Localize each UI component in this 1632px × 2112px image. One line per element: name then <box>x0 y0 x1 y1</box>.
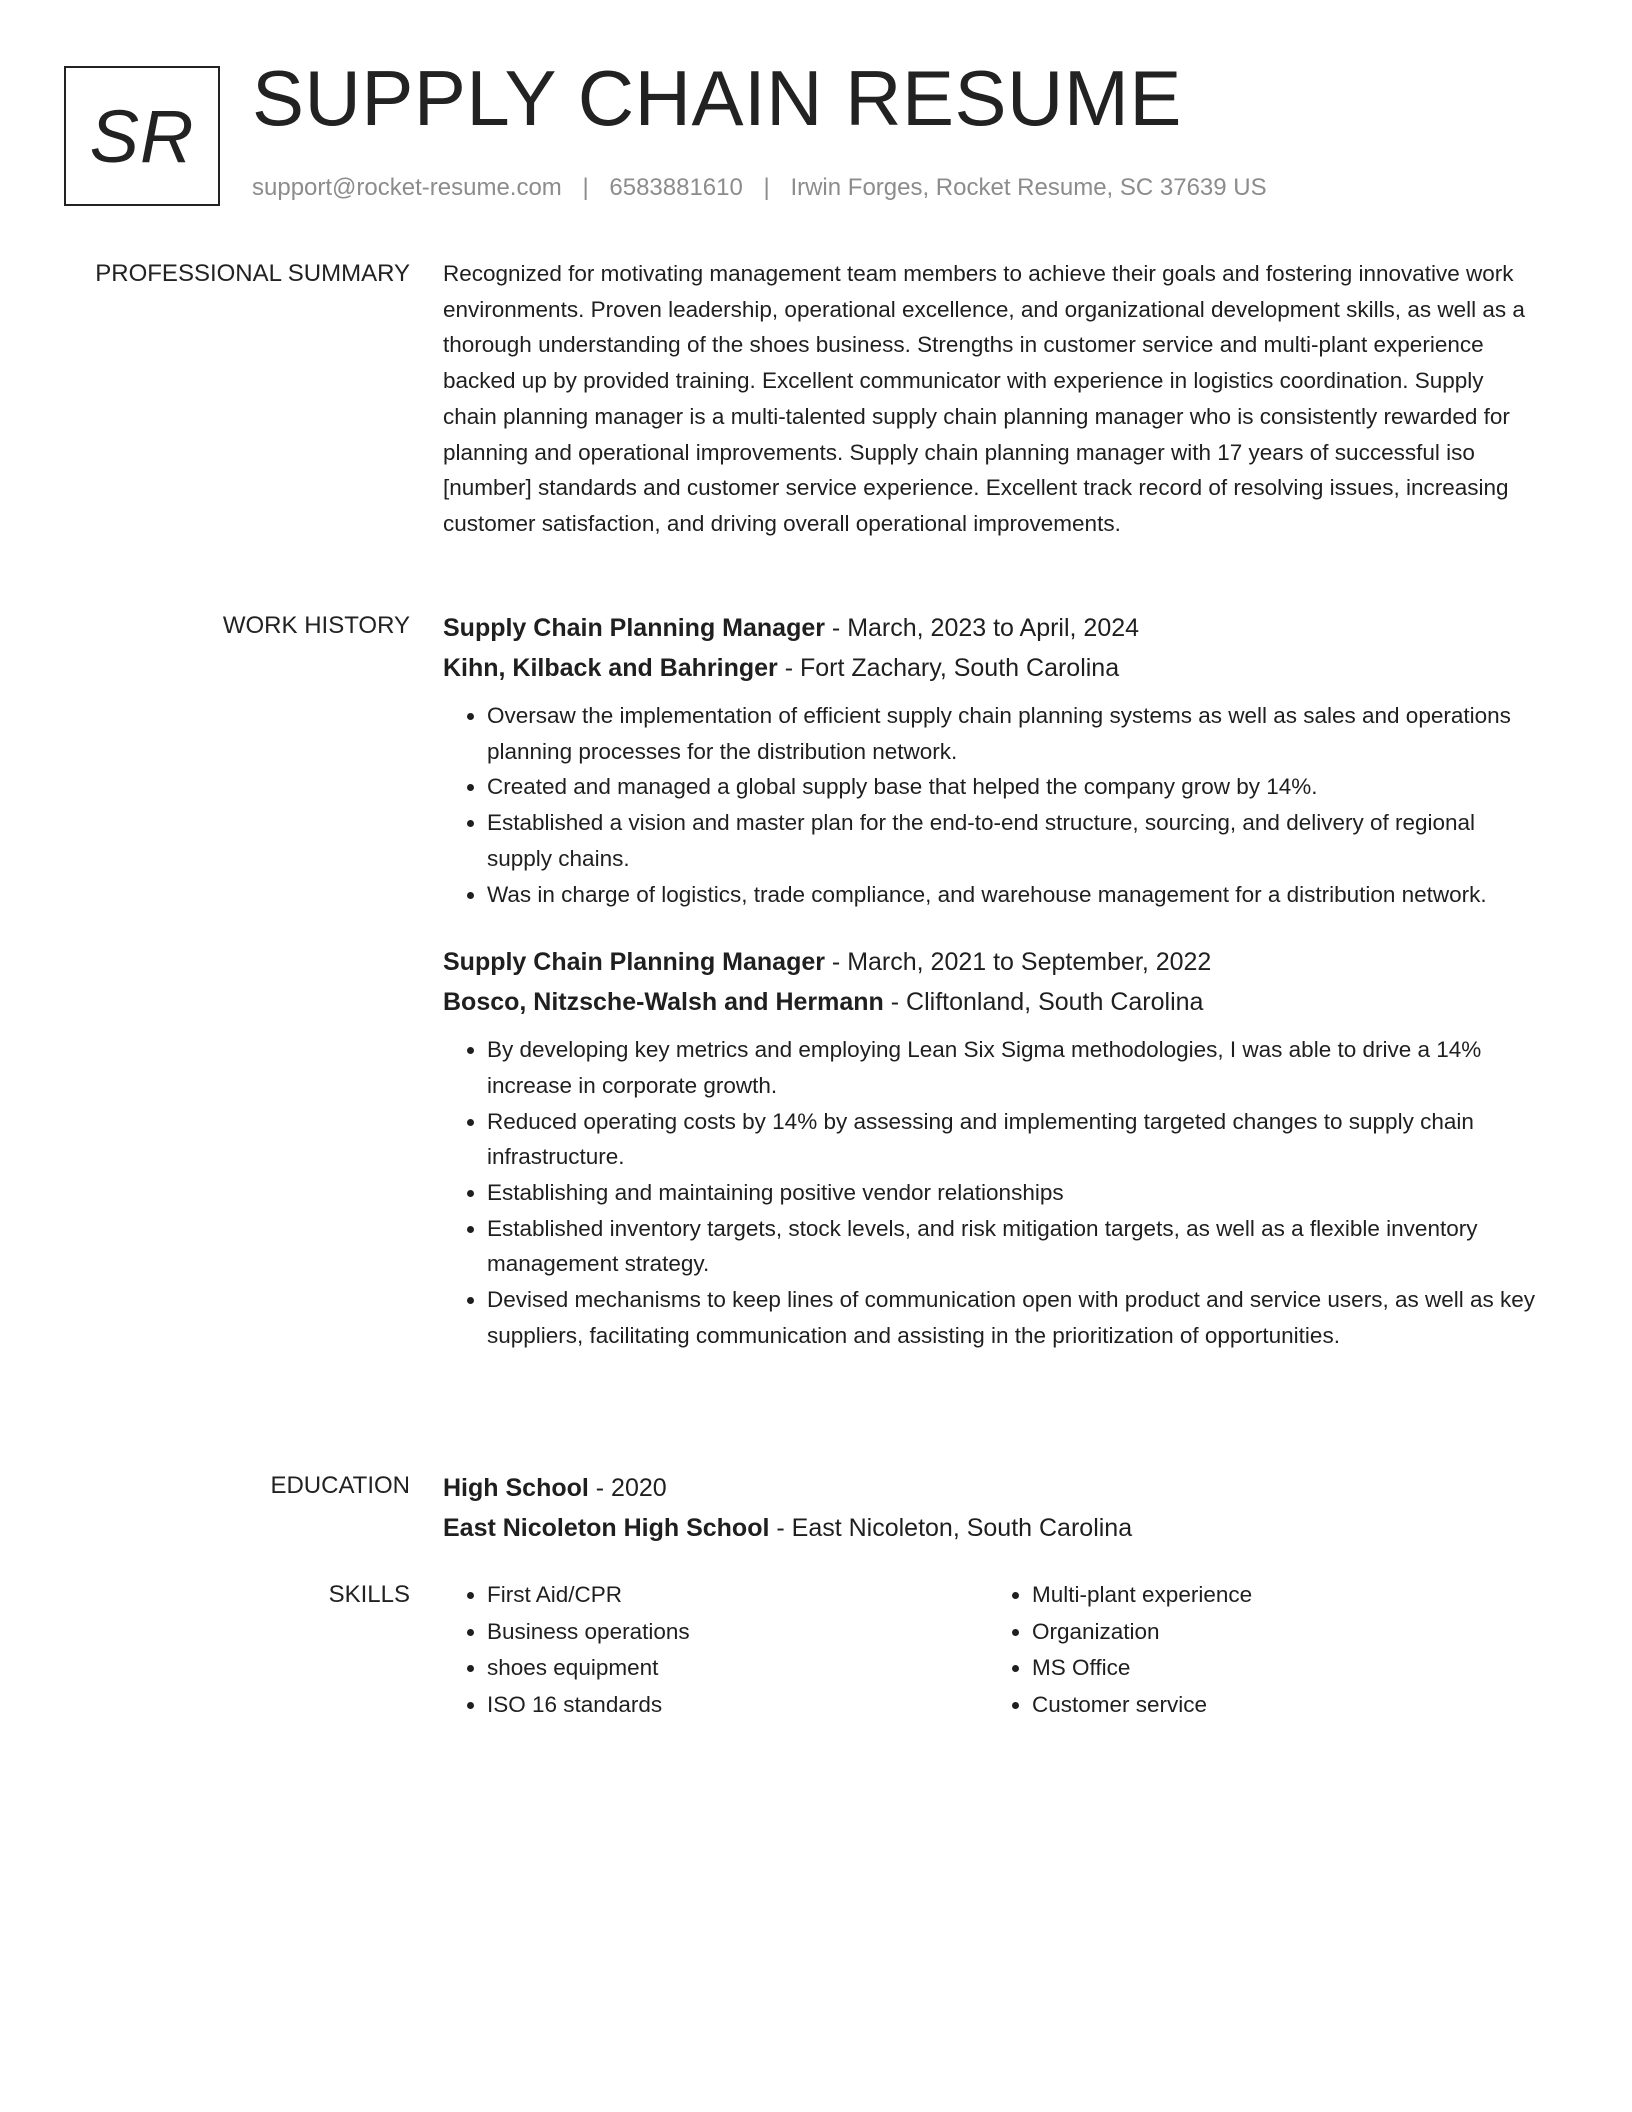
job-bullets <box>443 1032 1543 1353</box>
skill-item: • ISO 16 standards <box>487 1687 988 1724</box>
job-title: Supply Chain Planning Manager <box>443 948 825 977</box>
resume-title: SUPPLY CHAIN RESUME <box>252 54 1182 142</box>
section-label-work-history: WORK HISTORY <box>222 612 410 639</box>
education-degree: High School <box>443 1474 589 1502</box>
job-company: Kihn, Kilback and Bahringer <box>443 654 778 682</box>
contact-phone: 6583881610 <box>609 174 743 201</box>
job-bullet: • Created and managed a global supply base that helped the company grow by 14%. <box>487 769 1543 805</box>
job-entry <box>443 608 1543 912</box>
job-company-line <box>443 648 1543 688</box>
skills-column-left <box>443 1577 988 1723</box>
skill-item: • Organization <box>1032 1614 1533 1651</box>
job-company-line <box>443 982 1543 1022</box>
job-bullet: • Reduced operating costs by 14% by assessing and implementing targeted changes to supply chain infrastructure. <box>487 1104 1543 1175</box>
job-title-line <box>443 608 1543 648</box>
job-bullets <box>443 698 1543 912</box>
contact-separator: | <box>763 174 770 201</box>
contact-email: support@rocket-resume.com <box>252 174 562 201</box>
monogram-box <box>64 66 220 206</box>
job-bullet: • Establishing and maintaining positive vendor relationships <box>487 1175 1543 1211</box>
section-body-education <box>443 1468 1543 1548</box>
skills-list <box>443 1577 988 1723</box>
skills-columns <box>443 1577 1543 1723</box>
contact-line <box>252 172 1267 204</box>
job-bullet: • Devised mechanisms to keep lines of communication open with product and service users, as well as key suppliers, facilitating communication and assisting in the prioritization of opportunities. <box>487 1282 1543 1353</box>
skill-item: • MS Office <box>1032 1650 1533 1687</box>
contact-address: Irwin Forges, Rocket Resume, SC 37639 US <box>790 174 1267 201</box>
education-school-line <box>443 1508 1543 1548</box>
job-dates: - March, 2023 to April, 2024 <box>824 614 1140 642</box>
section-body-work-history <box>443 608 1543 1354</box>
job-bullet: • By developing key metrics and employing Lean Six Sigma methodologies, I was able to drive a 14% increase in corporate growth. <box>487 1032 1543 1103</box>
skill-item: • Multi-plant experience <box>1032 1577 1533 1614</box>
skill-item: • shoes equipment <box>487 1650 988 1687</box>
section-label-summary: PROFESSIONAL SUMMARY <box>95 260 410 287</box>
job-title: Supply Chain Planning Manager <box>443 614 825 642</box>
section-body-summary <box>443 256 1543 542</box>
skill-item: • Business operations <box>487 1614 988 1651</box>
education-location: - East Nicoleton, South Carolina <box>769 1514 1133 1542</box>
education-year: - 2020 <box>588 1474 667 1502</box>
job-location: - Fort Zachary, South Carolina <box>777 654 1120 682</box>
job-company: Bosco, Nitzsche-Walsh and Hermann <box>443 988 884 1017</box>
monogram-initials: SR <box>89 94 195 178</box>
job-location: - Cliftonland, South Carolina <box>883 988 1204 1017</box>
contact-separator: | <box>582 174 589 201</box>
job-bullet: • Established inventory targets, stock levels, and risk mitigation targets, as well as a flexible inventory management strategy. <box>487 1211 1543 1282</box>
section-label-education: EDUCATION <box>270 1472 410 1499</box>
skill-item: • First Aid/CPR <box>487 1577 988 1614</box>
skill-item: • Customer service <box>1032 1687 1533 1724</box>
summary-text: Recognized for motivating management team members to achieve their goals and fostering innovative work environments. Proven leadership, operational excellence, and organizational development skills, as well as a thorough understanding of the shoes business. Strengths in customer service and multi-plant experience backed up by provided training. Excellent communicator with experience in logistics coordination. Supply chain planning manager is a multi-talented supply chain planning manager who is consistently rewarded for planning and operational improvements. Supply chain planning manager with 17 years of successful iso [number] standards and customer service experience. Excellent track record of resolving issues, increasing customer satisfaction, and driving overall operational improvements. <box>443 261 1525 536</box>
section-label-skills: SKILLS <box>328 1581 410 1608</box>
education-degree-line <box>443 1468 1543 1508</box>
skills-list <box>988 1577 1533 1723</box>
job-entry <box>443 942 1543 1353</box>
job-bullet: • Established a vision and master plan for the end-to-end structure, sourcing, and delivery of regional supply chains. <box>487 805 1543 876</box>
skills-column-right <box>988 1577 1533 1723</box>
section-body-skills <box>443 1577 1543 1723</box>
job-bullet: • Oversaw the implementation of efficient supply chain planning systems as well as sales and operations planning processes for the distribution network. <box>487 698 1543 769</box>
job-bullet: • Was in charge of logistics, trade compliance, and warehouse management for a distribution network. <box>487 877 1543 913</box>
education-school: East Nicoleton High School <box>443 1514 770 1542</box>
job-dates: - March, 2021 to September, 2022 <box>824 948 1212 977</box>
job-title-line <box>443 942 1543 982</box>
